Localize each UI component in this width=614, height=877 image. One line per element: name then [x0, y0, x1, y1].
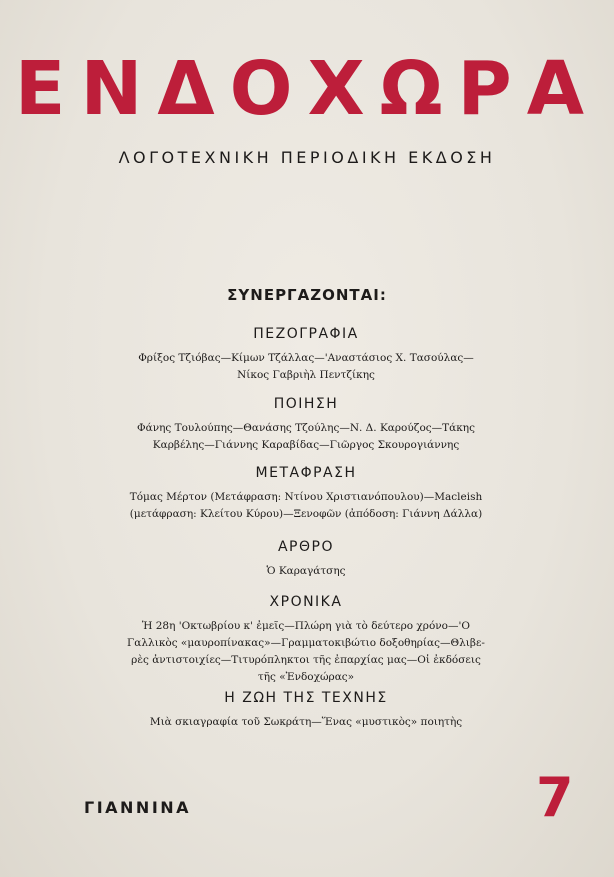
section-title: Η ΖΩΗ ΤΗΣ ΤΕΧΝΗΣ: [224, 690, 388, 706]
section-title: ΠΕΖΟΓΡΑΦΙΑ: [253, 326, 359, 342]
section-line: Ἡ 28η 'Οκτωβρίου κ' ἐμεῖς—Πλώρη γιὰ τὸ δεύτερο χρόνο—'Ο: [141, 620, 470, 632]
section-chronicles: [108, 592, 504, 686]
section-line: ρὲς ἀντιστοιχίες—Τιτυρόπληκτοι τῆς ἐπαρχίας μας—Οἱ ἐκδόσεις: [131, 654, 481, 666]
section-line: τῆς «Ἐνδοχώρας»: [257, 671, 355, 683]
section-line: Νίκος Γαβριὴλ Πεντζίκης: [237, 369, 375, 381]
section-title: ΠΟΙΗΣΗ: [273, 396, 339, 412]
section-line: Ὁ Καραγάτσης: [266, 565, 346, 577]
publication-city: ΓΙΑΝΝΙΝΑ: [84, 798, 192, 817]
section-art-life: [108, 688, 504, 731]
section-line: Φάνης Τουλούπης—Θανάσης Τζούλης—Ν. Δ. Καρούζος—Τάκης: [137, 422, 475, 434]
section-text: [108, 563, 504, 580]
section-line: (μετάφραση: Κλείτου Κύρου)—Ξενοφῶν (ἀπόδοση: Γιάννη Δάλλα): [129, 508, 483, 520]
section-line: Φρίξος Τζιόβας—Κίμων Τζάλλας—'Αναστάσιος Χ. Τασούλας—: [138, 352, 474, 364]
magazine-subtitle: ΛΟΓΟΤΕΧΝΙΚΗ ΠΕΡΙΟΔΙΚΗ ΕΚΔΟΣΗ: [118, 148, 496, 167]
magazine-title: ΕΝΔΟΧΩΡΑ: [14, 46, 600, 132]
section-title: ΑΡΘΡΟ: [277, 539, 334, 555]
section-line: Τόμας Μέρτον (Μετάφραση: Ντίνου Χριστιανόπουλου)—Macleish: [129, 491, 483, 503]
section-title: ΧΡΟΝΙΚΑ: [269, 594, 343, 610]
section-text: [108, 618, 504, 686]
contributors-heading: ΣΥΝΕΡΓΑΖΟΝΤΑΙ:: [227, 286, 387, 304]
section-prose: [108, 324, 504, 384]
section-text: [108, 714, 504, 731]
section-article: [108, 537, 504, 580]
section-translation: [108, 463, 504, 523]
section-text: [108, 489, 504, 523]
section-text: [108, 420, 504, 454]
section-poetry: [108, 394, 504, 454]
section-line: Καρβέλης—Γιάννης Καραβίδας—Γιῶργος Σκουρογιάννης: [152, 439, 460, 451]
section-line: Μιὰ σκιαγραφία τοῦ Σωκράτη—Ἕνας «μυστικὸς» ποιητὴς: [149, 716, 463, 728]
section-text: [108, 350, 504, 384]
section-line: Γαλλικὸς «μαυροπίνακας»—Γραμματοκιβώτιο δοξοθηρίας—Θλιβε-: [127, 637, 485, 649]
section-title: ΜΕΤΑΦΡΑΣΗ: [255, 465, 357, 481]
issue-number: 7: [536, 766, 574, 829]
